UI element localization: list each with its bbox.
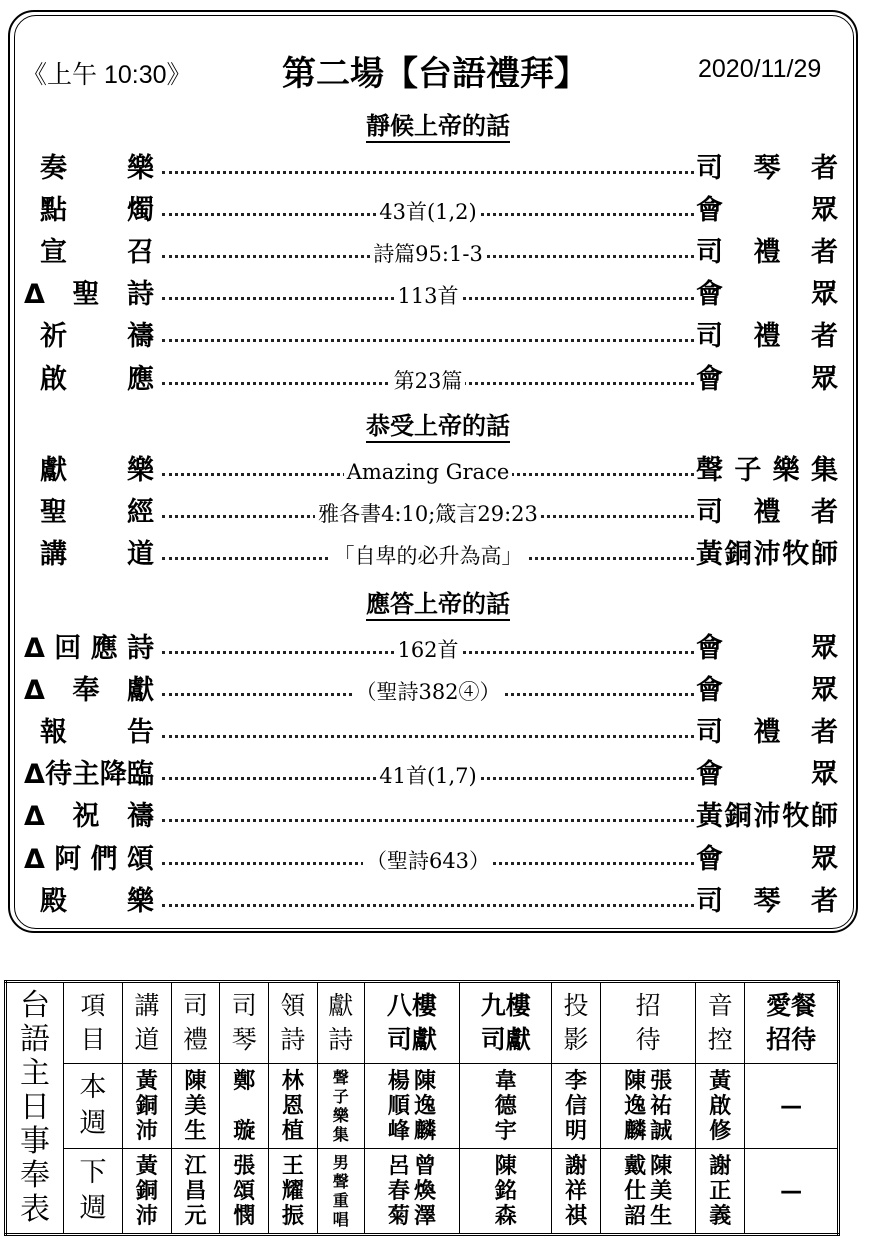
- roster-name: —: [780, 1093, 803, 1119]
- roster-cell: [171, 1149, 220, 1235]
- item-detail: 詩篇95:1-3: [162, 233, 694, 273]
- order-item: [24, 840, 838, 880]
- item-name: 聖 經: [40, 497, 154, 529]
- item-name: Δ 回 應 詩: [24, 633, 154, 664]
- roster-cell: [552, 1149, 601, 1235]
- item-person: 會 眾: [696, 279, 838, 311]
- item-name: Δ 聖 詩: [24, 279, 154, 311]
- roster-cell: [696, 1149, 745, 1235]
- roster-name: 呂 春 菊: [387, 1153, 410, 1229]
- roster-cell: [745, 1064, 839, 1149]
- roster-column-header: 司 禮: [171, 982, 220, 1064]
- item-detail: 41首(1,7): [162, 755, 694, 795]
- dot-leader: [162, 339, 694, 342]
- item-name: 宣 召: [40, 237, 154, 269]
- item-person: 司 琴 者: [696, 885, 838, 917]
- item-person: 會 眾: [696, 195, 838, 227]
- roster-name: 張 頌 憫: [233, 1153, 256, 1229]
- order-item: [24, 671, 838, 711]
- item-name: 殿 樂: [40, 885, 154, 917]
- item-name: 講 道: [40, 539, 154, 571]
- roster-name: 曾 煥 澤: [413, 1153, 436, 1229]
- dot-leader: [162, 904, 694, 907]
- item-name: 報 告: [40, 717, 154, 749]
- item-name: 祈 禱: [40, 321, 154, 353]
- roster-name: 楊 順 峰: [387, 1068, 410, 1144]
- section-heading: 恭受上帝的話: [0, 406, 876, 441]
- item-person: 黃 銅 沛 牧 師: [696, 801, 838, 833]
- item-detail: 113首: [162, 275, 694, 315]
- roster-cell: [364, 1149, 460, 1235]
- roster-name: 黃 銅 沛: [135, 1153, 158, 1229]
- order-item: [24, 755, 838, 795]
- roster-name: 黃 銅 沛: [135, 1068, 158, 1144]
- item-name: Δ 奉 獻: [24, 675, 154, 707]
- roster-name: 林 恩 植: [281, 1068, 304, 1144]
- order-item: [24, 535, 838, 575]
- roster-cell: [600, 1149, 696, 1235]
- item-detail: 162首: [162, 629, 694, 669]
- roster-cell: [269, 1149, 318, 1235]
- order-item: [24, 233, 838, 273]
- service-title: 第二場【台語禮拜】: [282, 54, 588, 94]
- roster-cell: [364, 1064, 460, 1149]
- item-person: 司 禮 者: [696, 717, 838, 749]
- dot-leader: [162, 171, 694, 174]
- roster-name: 張 祐 誠: [650, 1068, 673, 1144]
- item-person: 會 眾: [696, 633, 838, 664]
- roster-cell: [123, 1064, 172, 1149]
- roster-cell: [220, 1064, 269, 1149]
- roster-cell: [123, 1149, 172, 1235]
- order-item: [24, 317, 838, 357]
- roster-cell: [317, 1149, 364, 1235]
- roster-column-header: 九樓 司獻: [460, 982, 552, 1064]
- order-item: [24, 149, 838, 189]
- item-person: 司 禮 者: [696, 321, 838, 353]
- item-detail: Amazing Grace: [162, 451, 694, 491]
- roster-name: —: [780, 1178, 803, 1204]
- item-detail: （聖詩382④）: [162, 671, 694, 711]
- roster-cell: [317, 1064, 364, 1149]
- roster-name: 黃 啟 修: [709, 1068, 732, 1144]
- item-name: 獻 樂: [40, 455, 154, 486]
- roster-cell: [269, 1064, 318, 1149]
- section-heading: 應答上帝的話: [0, 584, 876, 619]
- item-name: 點 燭: [40, 195, 154, 227]
- roster-name: 男 聲 重 唱: [332, 1153, 349, 1229]
- roster-name: 謝 祥 祺: [565, 1153, 588, 1229]
- roster-header-label: 項 目: [64, 982, 123, 1064]
- order-item: [24, 451, 838, 491]
- roster-column-header: 司 琴: [220, 982, 269, 1064]
- item-name: 奏 樂: [40, 153, 154, 184]
- dot-leader: [162, 735, 694, 738]
- roster-row-label: 本 週: [64, 1064, 123, 1149]
- order-item: [24, 275, 838, 315]
- item-person: 會 眾: [696, 363, 838, 395]
- roster-cell: [220, 1149, 269, 1235]
- item-name: 啟 應: [40, 363, 154, 395]
- order-item: [24, 629, 838, 669]
- roster-column-header: 獻 詩: [317, 982, 364, 1064]
- order-item: [24, 493, 838, 533]
- roster-cell: [696, 1064, 745, 1149]
- roster-name: 陳 逸 麟: [413, 1068, 436, 1144]
- item-detail: 43首(1,2): [162, 191, 694, 231]
- item-detail: （聖詩643）: [162, 840, 694, 880]
- order-item: [24, 797, 838, 837]
- section-heading: 靜候上帝的話: [0, 106, 876, 141]
- order-item: [24, 191, 838, 231]
- item-person: 會 眾: [696, 759, 838, 791]
- service-time: 《上午 10:30》: [22, 61, 192, 89]
- item-person: 聲 子 樂 集: [696, 455, 838, 486]
- item-person: 司 禮 者: [696, 497, 838, 529]
- roster-name: 李 信 明: [565, 1068, 588, 1144]
- item-person: 會 眾: [696, 675, 838, 707]
- roster-column-header: 講 道: [123, 982, 172, 1064]
- item-person: 黃 銅 沛 牧 師: [696, 539, 838, 571]
- roster-cell: [460, 1149, 552, 1235]
- roster-name: 陳 美 生: [184, 1068, 207, 1144]
- roster-name: 江 昌 元: [184, 1153, 207, 1229]
- order-item: [24, 882, 838, 922]
- roster-cell: [171, 1064, 220, 1149]
- roster-title: 台 語 主 日 事 奉 表: [6, 982, 64, 1235]
- order-item: [24, 360, 838, 400]
- item-person: 司 琴 者: [696, 153, 838, 184]
- roster-name: 王 耀 振: [281, 1153, 304, 1229]
- roster-column-header: 八樓 司獻: [364, 982, 460, 1064]
- item-name: Δ 阿 們 頌: [24, 843, 154, 875]
- roster-column-header: 愛餐 招待: [745, 982, 839, 1064]
- dot-leader: [162, 819, 694, 822]
- roster-name: 韋 德 宇: [494, 1068, 517, 1144]
- roster-column-header: 招 待: [600, 982, 696, 1064]
- item-detail: 第23篇: [162, 360, 694, 400]
- roster-cell: [600, 1064, 696, 1149]
- roster-cell: [552, 1064, 601, 1149]
- order-item: [24, 713, 838, 753]
- roster-row-label: 下 週: [64, 1149, 123, 1235]
- roster-cell: [745, 1149, 839, 1235]
- item-detail: 「自卑的必升為高」: [162, 535, 694, 575]
- item-detail: 雅各書4:10;箴言29:23: [162, 493, 694, 533]
- item-person: 司 禮 者: [696, 237, 838, 269]
- roster-column-header: 投 影: [552, 982, 601, 1064]
- roster-name: 陳 美 生: [650, 1153, 673, 1229]
- roster-column-header: 領 詩: [269, 982, 318, 1064]
- item-person: 會 眾: [696, 843, 838, 875]
- duty-roster-table: [4, 980, 840, 1236]
- roster-name: 戴 仕 詔: [624, 1153, 647, 1229]
- roster-column-header: 音 控: [696, 982, 745, 1064]
- roster-cell: [460, 1064, 552, 1149]
- roster-name: 謝 正 義: [709, 1153, 732, 1229]
- service-date: 2020/11/29: [698, 55, 822, 83]
- item-name: Δ 待 主 降 臨: [24, 759, 154, 791]
- roster-name: 陳 逸 麟: [624, 1068, 647, 1144]
- item-name: Δ 祝 禱: [24, 801, 154, 833]
- roster-name: 鄭 璇: [233, 1068, 256, 1144]
- roster-name: 聲 子 樂 集: [332, 1068, 349, 1144]
- roster-name: 陳 銘 森: [494, 1153, 517, 1229]
